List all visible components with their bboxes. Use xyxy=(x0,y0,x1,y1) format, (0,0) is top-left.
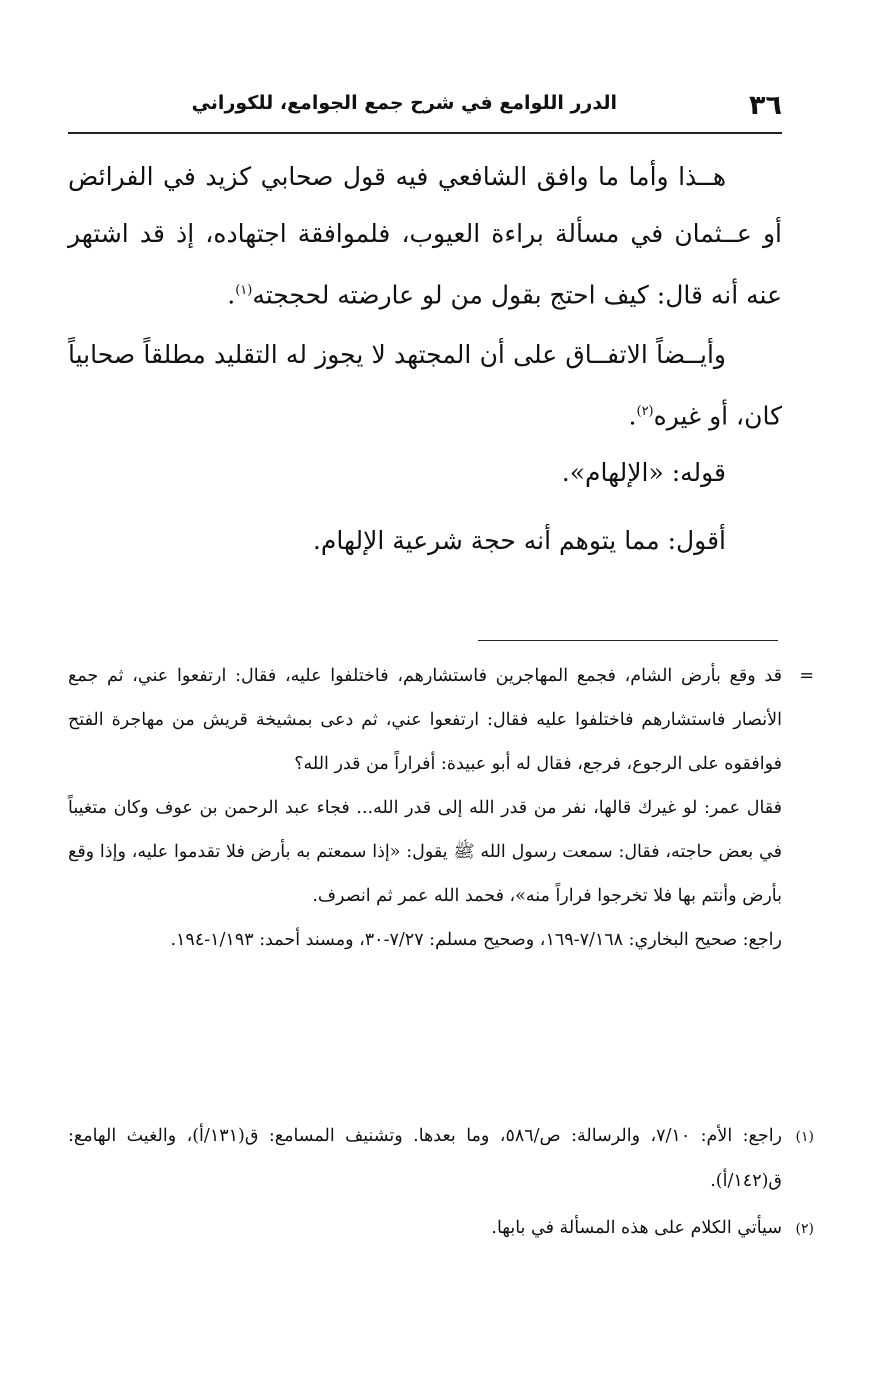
footnote-separator xyxy=(478,640,778,641)
paragraph-aqul xyxy=(68,512,782,569)
footnote-text: راجع: صحيح البخاري: ٧/١٦٨-١٦٩، وصحيح مسلم: ٧/٢٧-٣٠، ومسند أحمد: ١/١٩٣-١٩٤. xyxy=(170,930,782,950)
footnote-text: سيأتي الكلام على هذه المسألة في بابها. xyxy=(491,1218,782,1238)
footnote-ref-1: (١) xyxy=(235,283,253,298)
paragraph-mujtahid xyxy=(68,326,782,444)
footnote-2 xyxy=(68,1206,814,1251)
paragraph-text: وأيــضاً الاتفــاق على أن المجتهد لا يجوز له التقليد مطلقاً صحابياً كان، أو غيره xyxy=(68,340,782,431)
paragraph-text: قوله: «الإلهام». xyxy=(561,458,726,487)
header-rule xyxy=(68,132,782,134)
page-header xyxy=(68,88,782,128)
running-title: الدرر اللوامع في شرح جمع الجوامع، للكوراني xyxy=(191,92,617,114)
footnote-text: راجع: الأم: ٧/١٠، والرسالة: ص/٥٨٦، وما بعدها. وتشنيف المسامع: ق(١٣١/أ)، والغيث الهامع: ق(١٤٢/أ). xyxy=(68,1126,783,1191)
footnote-marker: (٢) xyxy=(795,1221,814,1237)
footnote-continuation xyxy=(68,654,814,962)
paragraph-qawluh xyxy=(68,444,782,501)
footnote-ref-2: (٢) xyxy=(636,404,654,419)
paragraph-shafii-companion xyxy=(68,148,782,323)
footnote-marker: (١) xyxy=(795,1129,815,1145)
footnote-text: قد وقع بأرض الشام، فجمع المهاجرين فاستشارهم، فاختلفوا عليه، فقال: ارتفعوا عني، ثم جمع الأنصار فاستشارهم فاختلفوا عليه فقال: ارتفعوا عني، ثم دعى بمشيخة قريش من مهاجرة الفتح فوافقوه على الرجوع، فرجع، فقال له أبو عبيدة: أفراراً من قدر الله؟ xyxy=(68,666,782,774)
continuation-marker: = xyxy=(799,666,814,686)
page-number: ٣٦ xyxy=(749,90,782,121)
footnote-text: فقال عمر: لو غيرك قالها، نفر من قدر الله إلى قدر الله... فجاء عبد الرحمن بن عوف وكان متغيباً في بعض حاجته، فقال: سمعت رسول الله ﷺ يقول: «إذا سمعتم به بأرض فلا تقدموا عليه، وإذا وقع بأرض وأنتم بها فلا تخرجوا فراراً منه»، فحمد الله عمر ثم انصرف. xyxy=(68,798,782,906)
paragraph-text: هــذا وأما ما وافق الشافعي فيه قول صحابي كزيد في الفرائض أو عــثمان في مسألة براءة العيوب، فلموافقة اجتهاده، إذ قد اشتهر عنه أنه قال: كيف احتج بقول من لو عارضته لحججته xyxy=(68,162,782,310)
paragraph-text: أقول: مما يتوهم أنه حجة شرعية الإلهام. xyxy=(312,526,726,555)
paragraph-end: . xyxy=(628,401,637,431)
paragraph-end: . xyxy=(227,280,236,310)
footnote-1 xyxy=(68,1114,814,1203)
